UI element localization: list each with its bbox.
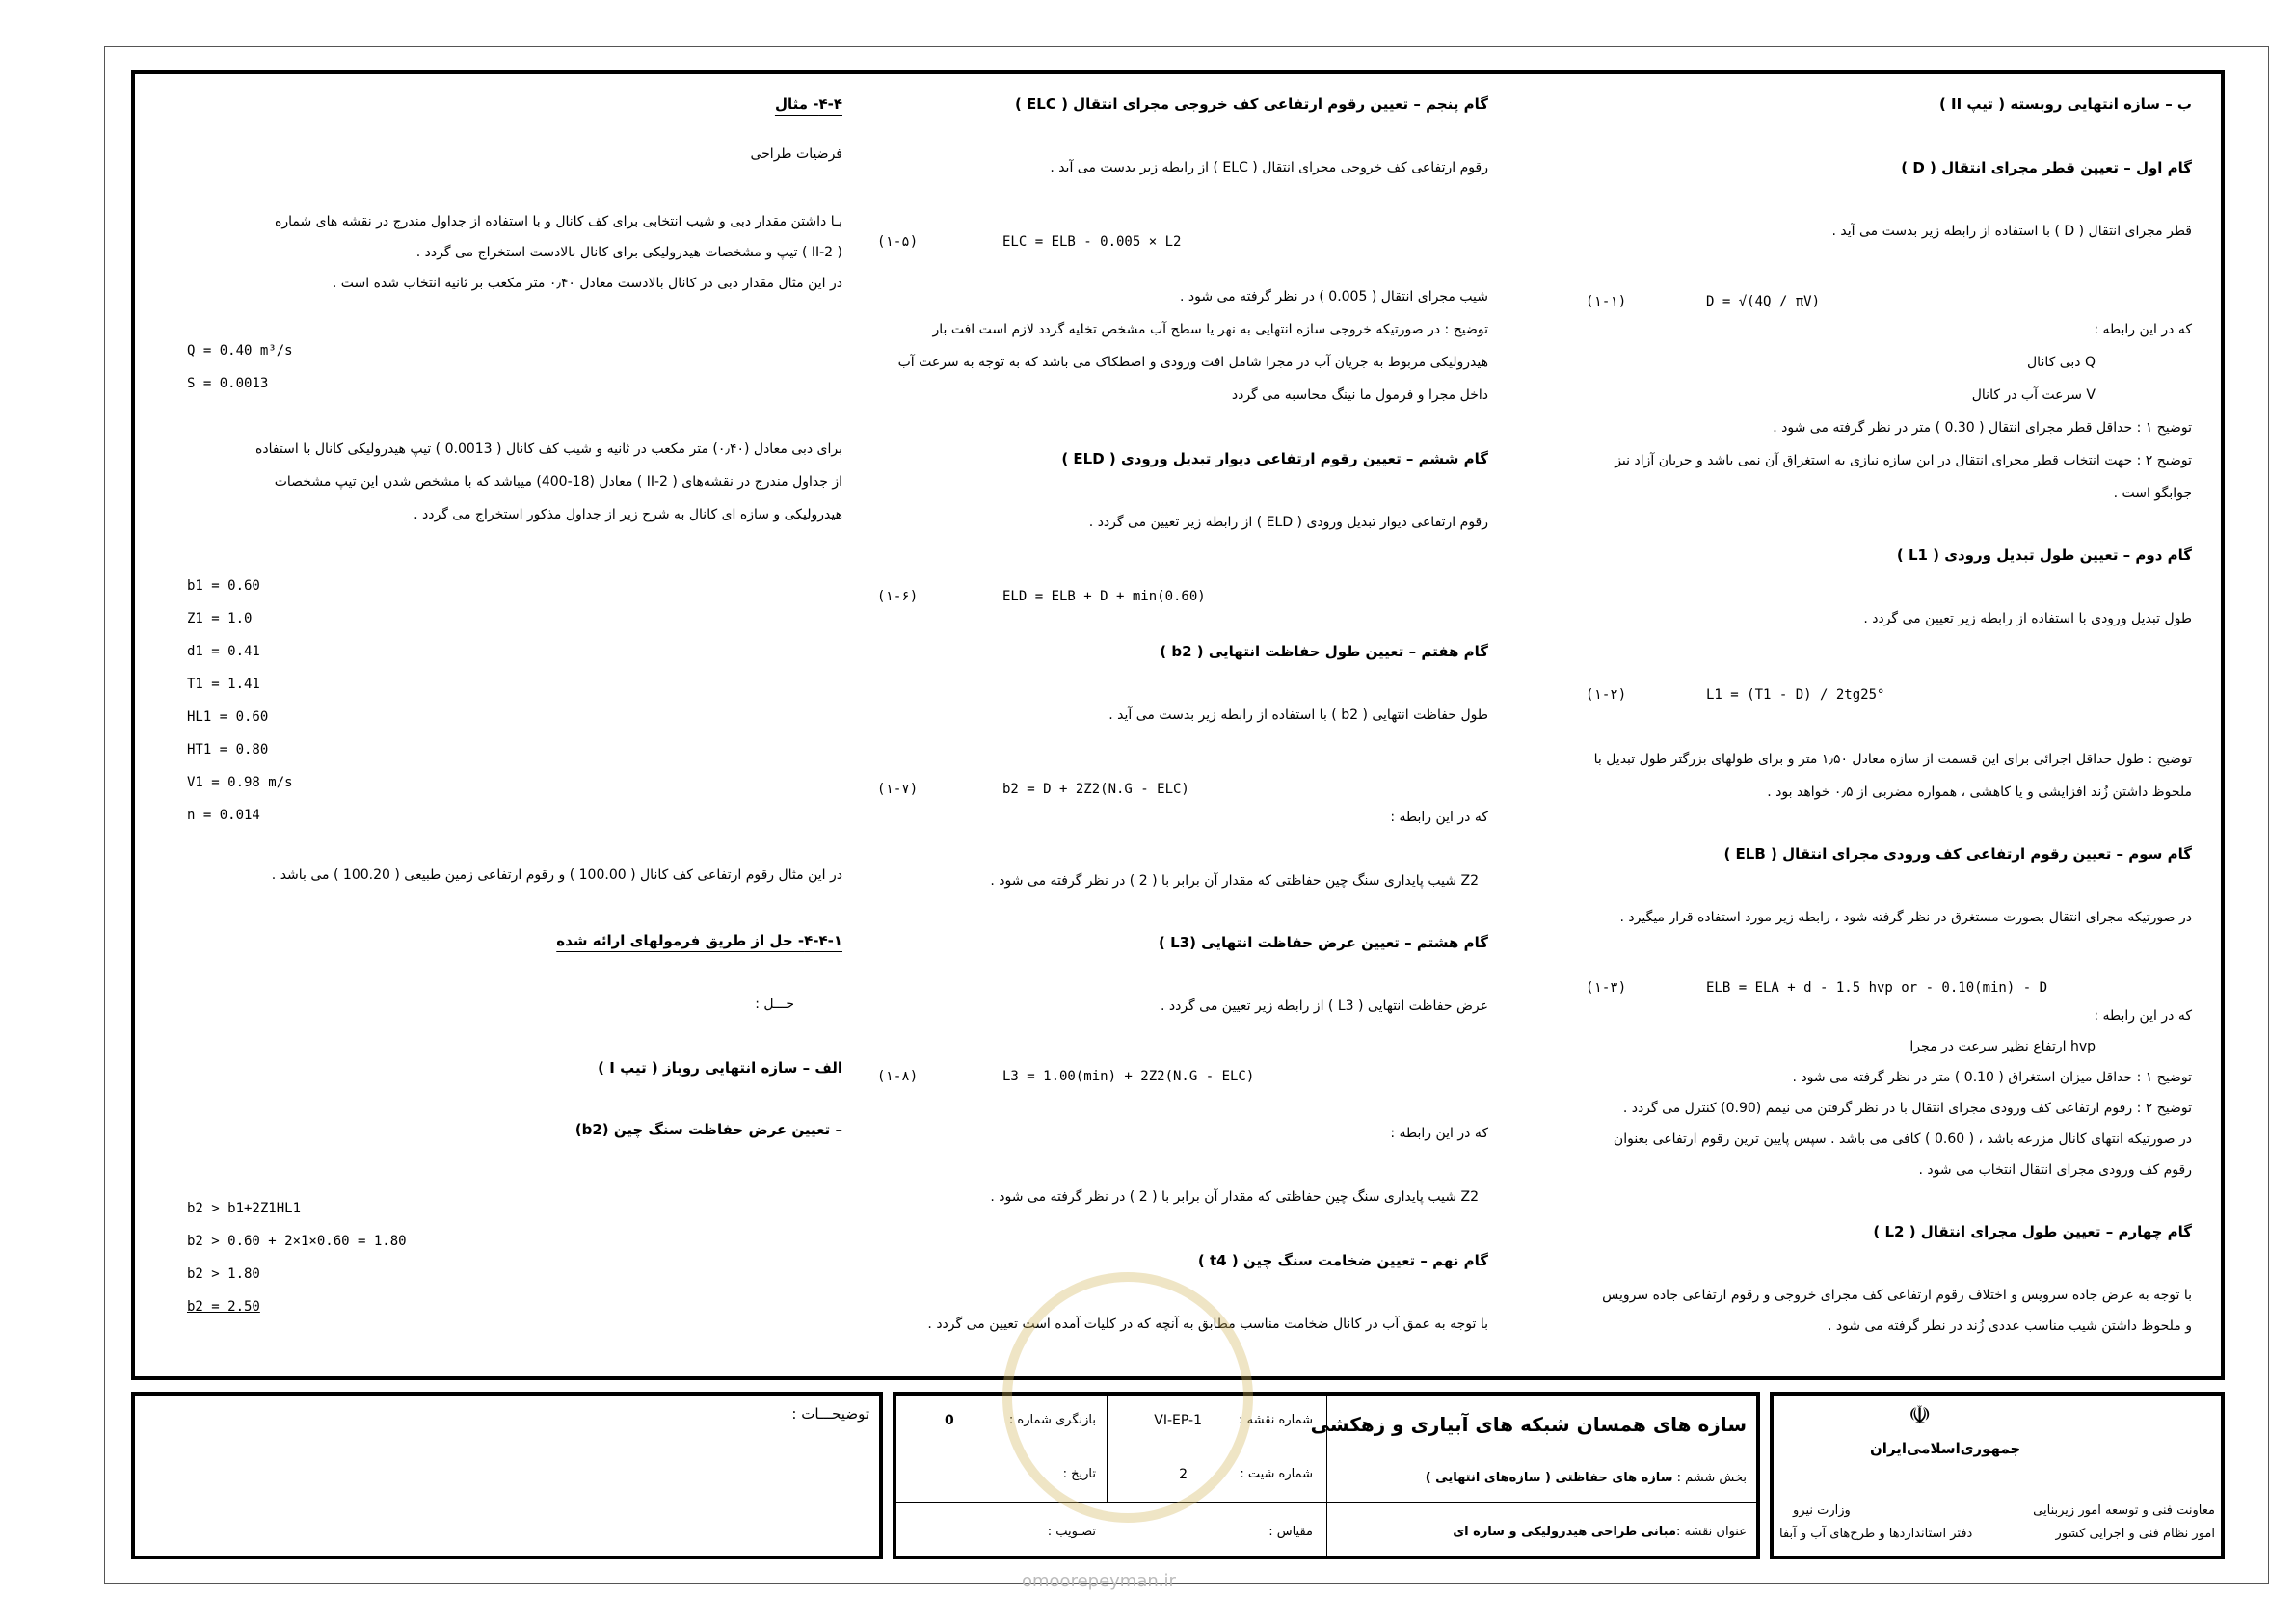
- step5-note3: داخل مجرا و فرمول ما نینگ محاسبه می گردد: [1231, 387, 1488, 403]
- para2a: برای دبی معادل (۰٫۴۰) متر مکعب در ثانیه و شیب کف کانال ( 0.0013 ) تیپ هیدرولیکی کانال با استفاده: [255, 441, 842, 457]
- equation-5: ELC = ELB - 0.005 × L2: [1002, 234, 1182, 250]
- note2a: توضیح ۲ : جهت انتخاب قطر مجرای انتقال در این سازه نیازی به استغراق آن نمی باشد و جریان آزاد نیز: [1615, 453, 2192, 468]
- notes-block: [131, 1392, 883, 1559]
- step4-text-b: و ملحوظ داشتن شیب مناسب عددی زُند در نظر گرفته می شود .: [1827, 1318, 2192, 1334]
- ministry: وزارت نیرو: [1793, 1503, 1851, 1518]
- para1a: بـا داشتن مقدار دبی و شیب انتخابی برای کف کانال و با استفاده از جداول مندرج در نقشه های شماره: [275, 214, 842, 229]
- step8-heading: گام هشتم – تعیین عرض حفاظت انتهایی (L3 ): [1159, 934, 1488, 951]
- date-label: تاریخ :: [1062, 1467, 1096, 1481]
- notes-label: توضیحـــات :: [791, 1405, 869, 1423]
- step2-text: طول تبدیل ورودی با استفاده از رابطه زیر تعیین می گردد .: [1863, 611, 2192, 626]
- calc-result: b2 = 2.50: [187, 1299, 260, 1315]
- v-definition: V سرعت آب در کانال: [1971, 387, 2096, 403]
- sheet-number: VI-EP-1: [1154, 1413, 1202, 1428]
- part-label: بخش ششم :: [1676, 1471, 1747, 1485]
- where3-label: که در این رابطه :: [2094, 1008, 2192, 1024]
- step5-note2: هیدرولیکی مربوط به جریان آب در مجرا شامل افت ورودی و اصطکاک می باشد که به توجه به سرعت آب: [897, 355, 1488, 370]
- sheet-number-label: شماره نقشه :: [1239, 1413, 1313, 1427]
- part-title: سازه های حفاظتی ( سازه‌های انتهایی ): [1425, 1471, 1673, 1485]
- equation-8: L3 = 1.00(min) + 2Z2(N.G - ELC): [1002, 1069, 1255, 1084]
- page-number-label: شماره شیت :: [1240, 1467, 1313, 1481]
- equation-6: ELD = ELB + D + min(0.60): [1002, 589, 1206, 604]
- step3-heading: گام سوم – تعیین رقوم ارتفاعی کف ورودی مجرای انتقال ( ELB ): [1723, 845, 2192, 863]
- where-label: که در این رابطه :: [2094, 322, 2192, 337]
- page-number: 2: [1179, 1467, 1188, 1482]
- step6-text: رقوم ارتفاعی دیوار تبدیل ورودی ( ELD ) از رابطه زیر تعیین می گردد .: [1088, 515, 1488, 530]
- step3-note4: رقوم کف ورودی مجرای انتقال انتخاب می شود .: [1918, 1162, 2192, 1178]
- s-value: S = 0.0013: [187, 376, 269, 391]
- where7-label: که در این رابطه :: [1390, 810, 1488, 825]
- open-type-heading: الف – سازه انتهایی روباز ( تیپ I ): [598, 1059, 842, 1077]
- step2-heading: گام دوم – تعیین طول تبدیل ورودی ( L1 ): [1896, 546, 2192, 564]
- content-frame: [131, 70, 2225, 1380]
- project-title: سازه های همسان شبکه های آبیاری و زهکشی: [1310, 1413, 1747, 1436]
- equation-8-number: (۱-۸): [877, 1069, 919, 1084]
- watermark-text: omoorepeyman.ir: [1022, 1571, 1176, 1591]
- example-title: ۴-۴- مثال: [774, 95, 842, 113]
- equation-3-number: (۱-۳): [1586, 980, 1627, 996]
- org-line-2: امور نظام فنی و اجرایی کشور: [2055, 1527, 2215, 1541]
- param-d1: d1 = 0.41: [187, 644, 260, 659]
- equation-6-number: (۱-۶): [877, 589, 919, 604]
- step4-text-a: با توجه به عرض جاده سرویس و اختلاف رقوم ارتفاعی کف مجرای خروجی و رقوم ارتفاعی جاده سرویس: [1602, 1288, 2192, 1303]
- office: دفتر استانداردها و طرح‌های آب و آبفا: [1779, 1527, 1973, 1541]
- note2b: جوابگو است .: [2113, 486, 2192, 501]
- step7-heading: گام هفتم – تعیین طول حفاظت انتهایی ( b2 ): [1160, 643, 1488, 660]
- equation-5-number: (۱-۵): [877, 234, 919, 250]
- step1-text: قطر مجرای انتقال ( D ) با استفاده از رابطه زیر بدست می آید .: [1831, 224, 2192, 239]
- flow-values: [187, 334, 293, 400]
- param-n: n = 0.014: [187, 808, 260, 823]
- step3-text: در صورتیکه مجرای انتقال بصورت مستغرق در نظر گرفته شود ، رابطه زیر مورد استفاده قرار میگیرد .: [1619, 910, 2192, 925]
- param-v1: V1 = 0.98 m/s: [187, 775, 293, 790]
- approval-label: تصـویب :: [1047, 1525, 1096, 1539]
- equation-1: D = √(4Q / πV): [1706, 294, 1821, 309]
- step3-note2: توضیح ۲ : رقوم ارتفاعی کف ورودی مجرای انتقال با در نظر گرفتن می نیمم (0.90) کنترل می گردد .: [1622, 1101, 2192, 1116]
- equation-2: L1 = (T1 - D) / 2tg25°: [1706, 687, 1885, 703]
- org-line-1: معاونت فنی و توسعه امور زیربنایی: [2033, 1503, 2215, 1518]
- where8-label: که در این رابطه :: [1390, 1126, 1488, 1141]
- map-title-label: عنوان نقشه :: [1676, 1525, 1747, 1539]
- q-value: Q = 0.40 m³/s: [187, 343, 293, 359]
- param-t1: T1 = 1.41: [187, 677, 260, 692]
- b2-heading: – تعیین عرض حفاظت سنگ چین (b2): [574, 1121, 842, 1138]
- equation-7: b2 = D + 2Z2(N.G - ELC): [1002, 782, 1189, 797]
- emblem-icon: ☫: [1909, 1401, 1932, 1430]
- step7-text: طول حفاظت انتهایی ( b2 ) با استفاده از رابطه زیر بدست می آید .: [1108, 707, 1488, 723]
- equation-1-number: (۱-۱): [1586, 294, 1627, 309]
- param-b1: b1 = 0.60: [187, 578, 260, 594]
- org-block: [1770, 1392, 2225, 1559]
- step9-text: با توجه به عمق آب در کانال ضخامت مناسب مطابق به آنچه که در کلیات آمده است تعیین می گردد .: [927, 1317, 1488, 1332]
- step8-text: عرض حفاظت انتهایی ( L3 ) از رابطه زیر تعیین می گردد .: [1160, 998, 1488, 1014]
- step5-note0: شیب مجرای انتقال ( 0.005 ) در نظر گرفته می شود .: [1179, 289, 1488, 305]
- q-definition: Q دبی کانال: [2027, 355, 2096, 370]
- step2-note-b: ملحوظ داشتن زُند افزایشی و یا کاهشی ، همواره مضربی از ۰٫۵ خواهد بود .: [1767, 785, 2192, 800]
- para2b: از جداول مندرج در نقشه‌های ( II-2 ) معادل (18-400) میباشد که با مشخص شدن این تیپ مشخصات: [274, 474, 842, 490]
- watermark-logo: [1002, 1272, 1253, 1523]
- step1-heading: گام اول – تعیین قطر مجرای انتقال ( D ): [1901, 159, 2192, 176]
- calc-line: b2 > b1+2Z1HL1: [187, 1201, 302, 1216]
- step5-note1: توضیح : در صورتیکه خروجی سازه انتهایی به نهر یا سطح آب مشخص تخلیه گردد لازم است افت بار: [932, 322, 1488, 337]
- step2-note-a: توضیح : طول حداقل اجرائی برای این قسمت از سازه معادل ۱٫۵۰ متر و برای طولهای بزرگتر طول تبدیل با: [1593, 752, 2192, 767]
- design-assumptions: فرضیات طراحی: [750, 146, 842, 162]
- revision-number: 0: [945, 1413, 954, 1428]
- step6-heading: گام ششم – تعیین رقوم ارتفاعی دیوار تبدیل ورودی ( ELD ): [1061, 450, 1488, 467]
- para2c: هیدرولیکی و سازه ای کانال به شرح زیر از جداول مذکور استخراج می گردد .: [414, 507, 842, 522]
- z2-definition-8: Z2 شیب پایداری سنگ چین حفاظتی که مقدار آن برابر با ( 2 ) در نظر گرفته می شود .: [990, 1189, 1479, 1205]
- solution-label: حـــل :: [755, 997, 794, 1012]
- param-z1: Z1 = 1.0: [187, 611, 253, 626]
- solution-section-title: ۴-۴-۱- حل از طریق فرمولهای ارائه شده: [556, 932, 842, 949]
- step3-note1: توضیح ۱ : حداقل میزان استغراق ( 0.10 ) متر در نظر گرفته می شود .: [1792, 1070, 2192, 1085]
- calc-line: b2 > 1.80: [187, 1266, 260, 1282]
- step4-heading: گام چهارم – تعیین طول مجرای انتقال ( L2 ): [1873, 1223, 2192, 1240]
- hvp-definition: hvp ارتفاع نظیر سرعت در مجرا: [1909, 1039, 2096, 1054]
- param-ht1: HT1 = 0.80: [187, 742, 269, 758]
- note1: توضیح ۱ : حداقل قطر مجرای انتقال ( 0.30 ) متر در نظر گرفته می شود .: [1773, 420, 2192, 436]
- b2-calculation: [187, 1192, 407, 1323]
- para1c: در این مثال مقدار دبی در کانال بالادست معادل ۰٫۴۰ متر مکعب بر ثانیه انتخاب شده است .: [332, 276, 842, 291]
- calc-line: b2 > 0.60 + 2×1×0.60 = 1.80: [187, 1234, 407, 1249]
- equation-3: ELB = ELA + d - 1.5 hvp or - 0.10(min) - D: [1706, 980, 2048, 996]
- scale-label: مقیاس :: [1268, 1525, 1313, 1539]
- revision-label: بازنگری شماره :: [1008, 1413, 1096, 1427]
- country-name: جمهوری‌اسلامی‌ایران: [1870, 1440, 2021, 1457]
- equation-2-number: (۱-۲): [1586, 687, 1627, 703]
- step5-heading: گام پنجم – تعیین رقوم ارتفاعی کف خروجی مجرای انتقال ( ELC ): [1014, 95, 1488, 113]
- param-hl1: HL1 = 0.60: [187, 709, 269, 725]
- step3-note3: در صورتیکه انتهای کانال مزرعه باشد ، ( 0.60 ) کافی می باشد . سپس پایین ترین رقوم ارتفاعی بعنوان: [1613, 1131, 2192, 1147]
- step9-heading: گام نهم – تعیین ضخامت سنگ چین ( t4 ): [1197, 1252, 1488, 1269]
- z2-definition: Z2 شیب پایداری سنگ چین حفاظتی که مقدار آن برابر با ( 2 ) در نظر گرفته می شود .: [990, 873, 1479, 889]
- para1b: ( II-2 ) تیپ و مشخصات هیدرولیکی برای کانال بالادست استخراج می گردد .: [415, 245, 842, 260]
- equation-7-number: (۱-۷): [877, 782, 919, 797]
- para3: در این مثال رقوم ارتفاعی کف کانال ( 100.00 ) و رقوم ارتفاعی زمین طبیعی ( 100.20 ) می باشد .: [271, 867, 842, 883]
- map-title: مبانی طراحی هیدرولیکی و سازه ای: [1453, 1525, 1677, 1539]
- step5-text: رقوم ارتفاعی کف خروجی مجرای انتقال ( ELC ) از رابطه زیر بدست می آید .: [1050, 160, 1488, 175]
- section-title: ب – سازه انتهایی روبسته ( تیپ II ): [1938, 95, 2192, 113]
- channel-parameters: [187, 570, 293, 832]
